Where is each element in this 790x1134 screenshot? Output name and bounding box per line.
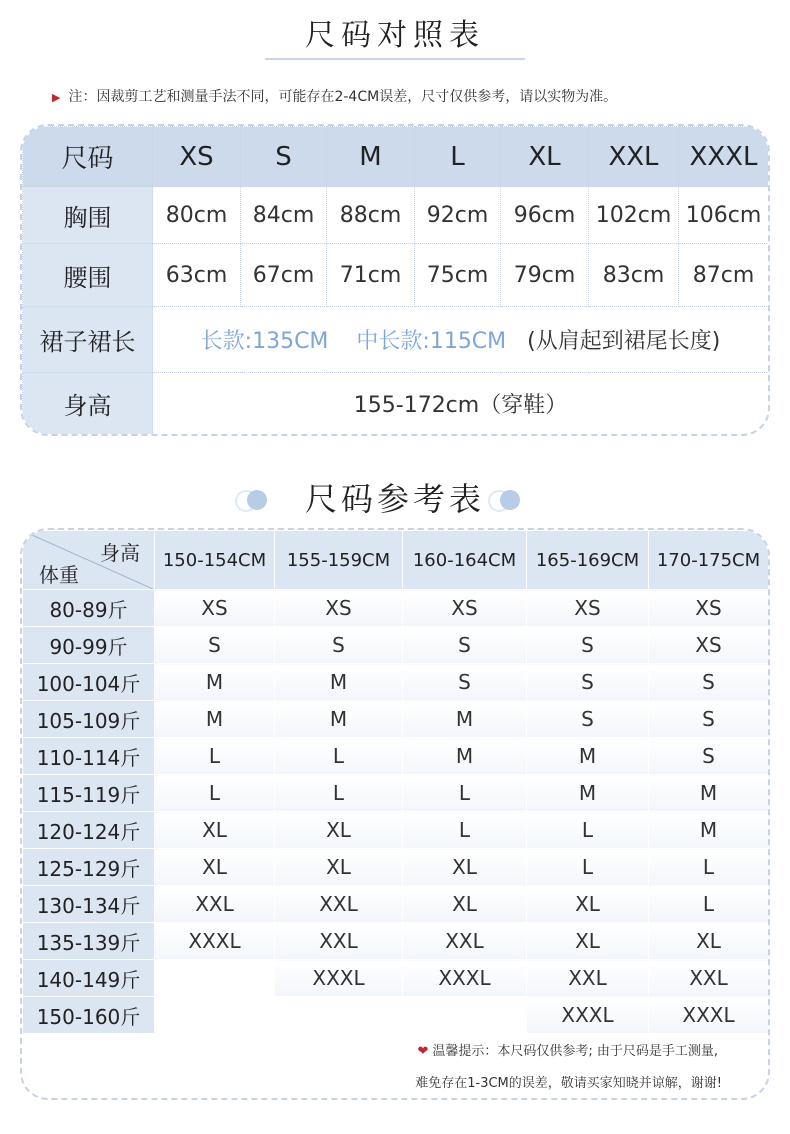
weight-range: 115-119斤 [23,775,155,812]
weight-range: 105-109斤 [23,701,155,738]
size-cell: XS [275,590,403,627]
size-cell: M [275,701,403,738]
size-cell: S [527,627,649,664]
waist-value: 75cm [415,244,501,307]
height-range: 170-175CM [649,531,769,590]
size-cell: L [275,738,403,775]
size-cell: S [649,701,769,738]
weight-range: 90-99斤 [23,627,155,664]
size-cell: XL [403,886,527,923]
size-cell: S [649,738,769,775]
table-row [23,664,769,701]
size-xl: XL [501,127,589,187]
size-cell: XL [155,812,275,849]
height-label: 身高 [23,373,153,435]
size-cell: L [527,849,649,886]
size-cell: XXL [275,886,403,923]
waist-value: 71cm [327,244,415,307]
length-note: (从肩起到裙尾长度) [527,329,721,354]
weight-range: 140-149斤 [23,960,155,997]
bust-row [23,187,769,244]
length-long: 长款:135CM [200,329,329,354]
reference-header-row [23,531,769,590]
weight-range: 125-129斤 [23,849,155,886]
size-xxl: XXL [589,127,679,187]
disclaimer-text: 注：因裁剪工艺和测量手法不同，可能存在2-4CM误差，尺寸仅供参考，请以实物为准。 [68,89,618,105]
size-cell: XS [527,590,649,627]
size-cell: XL [275,812,403,849]
size-chart-table [22,126,769,435]
waist-value: 87cm [679,244,769,307]
bust-value: 92cm [415,187,501,244]
weight-range: 120-124斤 [23,812,155,849]
size-cell: M [155,701,275,738]
waist-value: 83cm [589,244,679,307]
size-header-label: 尺码 [23,127,153,187]
size-cell: L [403,775,527,812]
table-row [23,738,769,775]
weight-range: 110-114斤 [23,738,155,775]
size-cell: XS [649,590,769,627]
height-row [23,373,769,435]
size-cell: M [527,775,649,812]
size-cell: M [403,701,527,738]
table-row [23,590,769,627]
size-l: L [415,127,501,187]
triangle-icon: ▶ [52,91,61,104]
table-row [23,960,769,997]
size-cell: XXXL [649,997,769,1034]
reference-body [23,590,769,1034]
weight-range: 130-134斤 [23,886,155,923]
weight-range: 100-104斤 [23,664,155,701]
size-cell: L [155,775,275,812]
size-cell: M [403,738,527,775]
size-cell: L [155,738,275,775]
waist-label: 腰围 [23,244,153,307]
waist-value: 79cm [501,244,589,307]
size-cell: M [527,738,649,775]
size-xs: XS [153,127,241,187]
table-row [23,849,769,886]
bust-value: 96cm [501,187,589,244]
reference-table [22,530,769,1034]
size-cell: S [527,664,649,701]
size-cell: XL [649,923,769,960]
table-row [23,997,769,1034]
size-cell [275,997,403,1034]
bust-label: 胸围 [23,187,153,244]
size-cell: XS [155,590,275,627]
size-cell: XL [155,849,275,886]
bust-value: 106cm [679,187,769,244]
size-cell: XXXL [403,960,527,997]
size-cell: M [649,775,769,812]
length-row [23,307,769,373]
bust-value: 102cm [589,187,679,244]
size-cell: S [527,701,649,738]
size-cell: S [403,664,527,701]
size-cell: XL [527,886,649,923]
size-cell: M [275,664,403,701]
size-m: M [327,127,415,187]
size-cell: XXXL [275,960,403,997]
size-cell: L [649,886,769,923]
table-row [23,775,769,812]
size-chart-title: 尺码对照表 [305,18,485,53]
heart-icon: ❤ [417,1044,429,1059]
size-cell: XXXL [527,997,649,1034]
size-chart-frame [20,124,770,436]
waist-value: 63cm [153,244,241,307]
tip-text-1: 温馨提示：本尺码仅供参考; 由于尺码是手工测量, [432,1044,718,1059]
size-cell: XL [403,849,527,886]
size-cell: XL [527,923,649,960]
size-cell [155,997,275,1034]
length-mid: 中长款:115CM [356,329,507,354]
height-range: 155-159CM [275,531,403,590]
bust-value: 80cm [153,187,241,244]
waist-row [23,244,769,307]
table-row [23,923,769,960]
size-cell: XXL [155,886,275,923]
reference-chart-frame [20,528,770,1100]
size-cell: M [649,812,769,849]
disclaimer-note [52,86,617,106]
corner-height-label: 身高 [100,541,140,565]
size-cell: XXL [403,923,527,960]
size-cell: S [649,664,769,701]
weight-range: 80-89斤 [23,590,155,627]
corner-cell [23,531,155,590]
size-s: S [241,127,327,187]
size-cell: M [155,664,275,701]
reference-chart-title: 尺码参考表 [304,480,485,518]
corner-weight-label: 体重 [39,563,79,587]
size-cell: L [527,812,649,849]
size-cell: XS [649,627,769,664]
tip-line-2: 难免存在1-3CM的误差，敬请买家知晓并谅解，谢谢! [415,1076,722,1091]
table-row [23,627,769,664]
size-xxxl: XXXL [679,127,769,187]
size-cell: L [403,812,527,849]
bust-value: 88cm [327,187,415,244]
size-cell: XL [275,849,403,886]
table-row [23,812,769,849]
size-header-row [23,127,769,187]
height-range: 150-154CM [155,531,275,590]
size-cell: XS [403,590,527,627]
decorative-dots-right-icon [488,488,522,510]
size-cell [403,997,527,1034]
size-cell [155,960,275,997]
size-cell: XXL [527,960,649,997]
size-cell: XXL [275,923,403,960]
length-value [153,307,769,373]
size-cell: L [275,775,403,812]
tip-line-1 [417,1040,718,1059]
size-cell: S [403,627,527,664]
height-value: 155-172cm（穿鞋） [153,373,769,435]
title-underline [265,58,525,60]
table-row [23,886,769,923]
size-cell: XXL [649,960,769,997]
weight-range: 150-160斤 [23,997,155,1034]
table-row [23,701,769,738]
size-cell: L [649,849,769,886]
size-cell: S [155,627,275,664]
height-range: 165-169CM [527,531,649,590]
size-cell: S [275,627,403,664]
bust-value: 84cm [241,187,327,244]
height-range: 160-164CM [403,531,527,590]
length-label: 裙子裙长 [23,307,153,373]
waist-value: 67cm [241,244,327,307]
weight-range: 135-139斤 [23,923,155,960]
size-cell: XXXL [155,923,275,960]
